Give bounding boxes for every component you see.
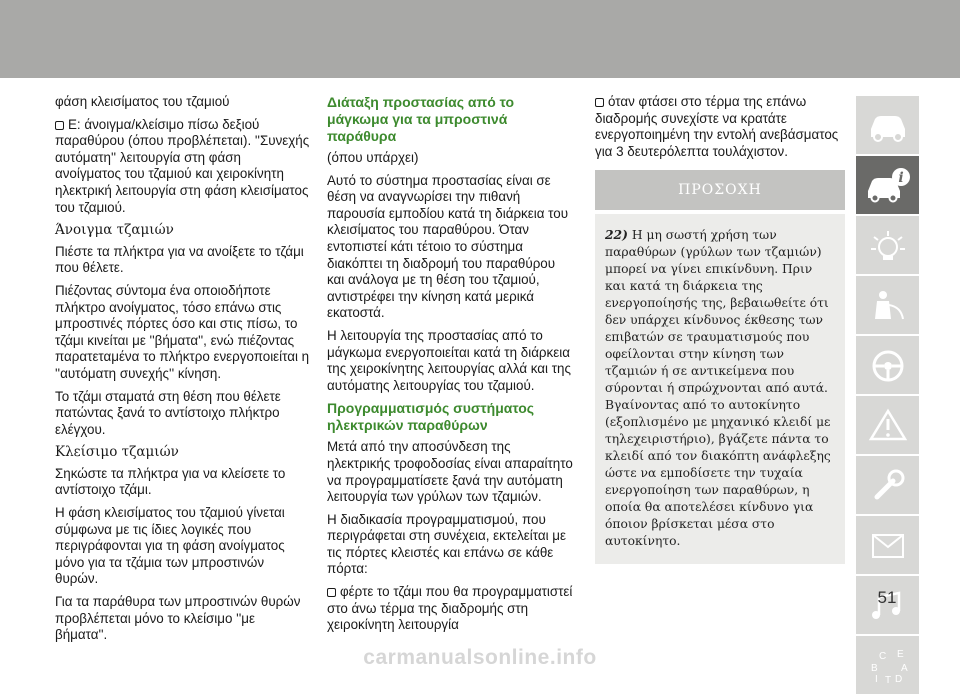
subheading-close: Κλείσιμο τζαμιών bbox=[55, 444, 179, 461]
checkbox-bullet-icon bbox=[327, 588, 336, 597]
section-heading-anti-pinch: Διάταξη προστασίας από το μάγκωμα για τα μπροστινά παράθυρα bbox=[327, 94, 515, 144]
paragraph: Σηκώστε τα πλήκτρα για να κλείσετε το αντίστοιχο τζάμι. bbox=[55, 465, 286, 498]
sidebar-item-maintenance[interactable] bbox=[856, 456, 919, 516]
sidebar-item-steering[interactable] bbox=[856, 336, 919, 396]
info-glyph: i bbox=[898, 170, 904, 186]
caution-number: 22) bbox=[605, 227, 628, 243]
caution-title: ΠΡΟΣΟΧΗ bbox=[595, 170, 845, 210]
wrench-icon bbox=[865, 465, 911, 505]
column-left bbox=[55, 94, 310, 650]
page-number: 51 bbox=[877, 588, 897, 607]
paragraph: Μετά από την αποσύνδεση της ηλεκτρικής τροφοδοσίας είναι απαραίτητο να προγραμματίσετε ξανά την αυτόματη λειτουργία των γρύλων των τζαμιών. bbox=[327, 439, 573, 505]
top-banner bbox=[0, 0, 960, 78]
index-letter: E bbox=[897, 649, 904, 660]
sidebar-item-car-active[interactable] bbox=[856, 156, 919, 216]
paragraph: Η φάση κλεισίματος του τζαμιού γίνεται σύμφωνα με τις ίδιες λογικές που περιγράφονται για τη φάση ανοίγματος μόνο για τα τζάμια των μπροστινών θυρών. bbox=[55, 505, 285, 587]
index-letter: A bbox=[901, 663, 908, 674]
caution-box bbox=[595, 214, 845, 564]
index-letter: C bbox=[879, 651, 887, 662]
index-letter: T bbox=[885, 675, 892, 685]
paragraph: φάση κλεισίματος του τζαμιού bbox=[55, 94, 230, 109]
paragraph: Πιέστε τα πλήκτρα για να ανοίξετε το τζάμι που θέλετε. bbox=[55, 243, 304, 276]
sidebar-item-car-info[interactable] bbox=[856, 96, 919, 156]
paragraph: όταν φτάσει στο τέρμα της επάνω διαδρομής συνεχίστε να κρατάτε ενεργοποιημένη την εντολή ανεβάσματος για 3 δευτερόλεπτα τουλάχιστον. bbox=[595, 94, 839, 159]
watermark: carmanualsonline.info bbox=[363, 646, 597, 669]
subheading-open: Άνοιγμα τζαμιών bbox=[55, 222, 174, 239]
tech-data-icon bbox=[865, 525, 911, 565]
index-letter: D bbox=[895, 674, 903, 685]
warning-light-icon bbox=[865, 225, 911, 265]
column-middle bbox=[327, 94, 575, 640]
checkbox-bullet-icon bbox=[595, 98, 604, 107]
index-letter: I bbox=[875, 674, 878, 685]
safety-icon bbox=[865, 285, 911, 325]
checkbox-bullet-icon bbox=[55, 121, 64, 130]
paragraph: Αυτό το σύστημα προστασίας είναι σε θέση να αναγνωρίσει την πιθανή παρουσία εμποδίου κατά τη διάρκεια του κλεισίματος του παραθύρου. Όταν εντοπιστεί κάτι τέτοιο το σύστημα διακόπτει τη διαδρομή του παραθύρου και ανάλογα με τη θέση του τζαμιού, αντιστρέφει την κίνηση κατά μερικά εκατοστά. bbox=[327, 172, 569, 321]
paragraph: Το τζάμι σταματά στη θέση που θέλετε πατώντας ξανά το αντίστοιχο πλήκτρο ελέγχου. bbox=[55, 388, 281, 437]
paragraph: Η διαδικασία προγραμματισμού, που περιγράφεται στη συνέχεια, εκτελείται με τις πόρτες κλειστές και επάνω σε κάθε πόρτα: bbox=[327, 511, 566, 577]
warning-triangle-icon bbox=[865, 405, 911, 445]
paragraph: Για τα παράθυρα των μπροστινών θυρών προβλέπεται μόνο το κλείσιμο ''με βήματα''. bbox=[55, 594, 301, 643]
sidebar-item-tech-data[interactable] bbox=[856, 516, 919, 576]
paragraph: Η λειτουργία της προστασίας από το μάγκωμα ενεργοποιείται κατά τη διάρκεια της χειροκίνητης λειτουργίας αλλά και της αυτόματης λειτουργίας του τζαμιού. bbox=[327, 327, 571, 393]
car-active-icon bbox=[865, 165, 911, 205]
sidebar-item-warning[interactable] bbox=[856, 396, 919, 456]
paragraph: Ε: άνοιγμα/κλείσιμο πίσω δεξιού παραθύρου (όπου προβλέπεται). ''Συνεχής αυτόματη'' λειτουργία στη φάση ανοίγματος του τζαμιού και χειροκίνητη ηλεκτρική λειτουργία στη φάση κλεισίματος του τζαμιού. bbox=[55, 116, 310, 215]
paragraph: Πιέζοντας σύντομα ένα οποιοδήποτε πλήκτρο ανοίγματος, τόσο επάνω στις μπροστινές πόρτες όσο και στις πίσω, το τζάμι κινείται με ''βήματα'', ενώ πιέζοντας παρατεταμένα το πλήκτρο ενεργοποιείται η ''αυτόματη συνεχής'' κίνηση. bbox=[55, 282, 310, 381]
column-right bbox=[595, 94, 845, 564]
car-info-icon bbox=[865, 105, 911, 145]
subtitle: (όπου υπάρχει) bbox=[327, 150, 419, 165]
steering-wheel-icon bbox=[865, 345, 911, 385]
sidebar-item-safety[interactable] bbox=[856, 276, 919, 336]
index-letter: B bbox=[871, 663, 878, 674]
paragraph: φέρτε το τζάμι που θα προγραμματιστεί στο άνω τέρμα της διαδρομής στη χειροκίνητη λειτουργία bbox=[327, 584, 573, 633]
caution-text: Η μη σωστή χρήση των παραθύρων (γρύλων των τζαμιών) μπορεί να γίνει επικίνδυνη. Πριν και κατά τη διάρκεια της ενεργοποίησής της, βεβαιωθείτε ότι δεν υπάρχει κίνδυνος έκθεσης των επιβατών σε τραυματισμούς που οφείλονται στην κίνηση των τζαμιών ή σε αντικείμενα που σύρονται ή σπρώχνονται από αυτά. Βγαίνοντας από το αυτοκίνητο (εξοπλισμένο με μηχανικό κλειδί με τηλεχειριστήριο), βγάζετε πάντα το κλειδί από τον διακόπτη ανάφλεξης ώστε να εμποδίσετε την τυχαία ενεργοποίηση των παραθύρων, η οποία θα αποτελέσει κίνδυνο για όποιον βρίσκεται μέσα στο αυτοκίνητο. bbox=[605, 228, 831, 549]
sidebar-item-warning-light[interactable] bbox=[856, 216, 919, 276]
section-heading-programming: Προγραμματισμός συστήματος ηλεκτρικών παραθύρων bbox=[327, 400, 535, 434]
